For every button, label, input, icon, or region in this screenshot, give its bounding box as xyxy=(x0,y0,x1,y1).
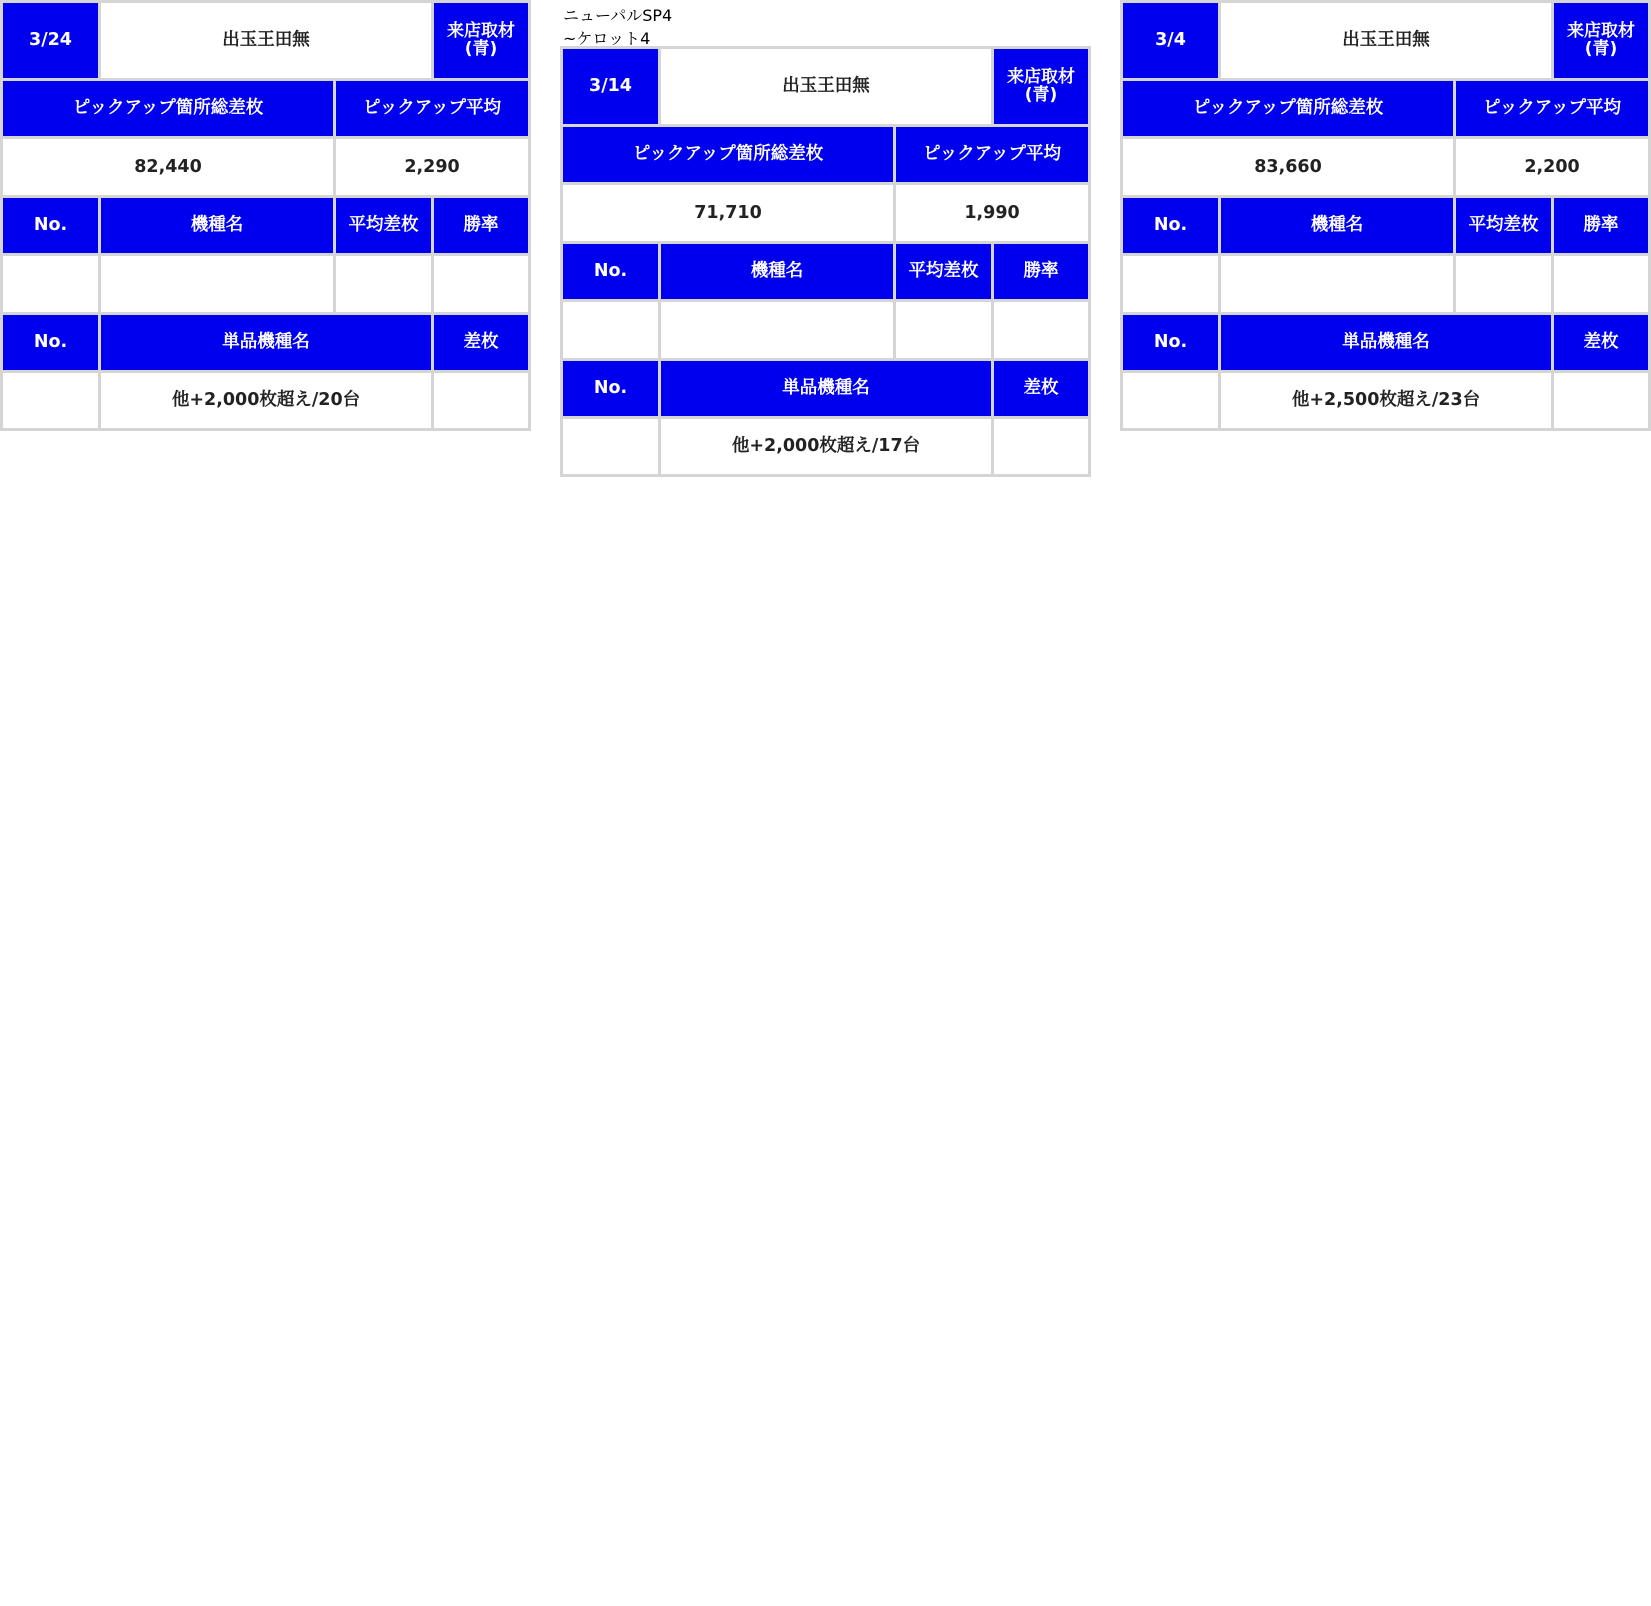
no-header: No. xyxy=(3,198,98,253)
spacer-row xyxy=(563,302,1088,357)
other-summary: 他+2,000枚超え/20台 xyxy=(101,373,431,428)
pickup-total-value: 82,440 xyxy=(3,139,333,194)
date-cell: 3/4 xyxy=(1123,3,1218,78)
shuzai-cell xyxy=(1554,3,1648,78)
kishu-header: 機種名 xyxy=(1221,198,1453,253)
date-cell: 3/24 xyxy=(3,3,98,78)
no-header: No. xyxy=(1123,315,1218,370)
pickup-avg-value: 1,990 xyxy=(896,185,1088,240)
kishu-header: 機種名 xyxy=(661,244,893,299)
samai-header: 差枚 xyxy=(1554,315,1648,370)
no-header: No. xyxy=(3,315,98,370)
pickup-total-header: ピックアップ箇所総差枚 xyxy=(3,81,333,136)
pickup-total-value: 71,710 xyxy=(563,185,893,240)
shuzai-line1: 来店取材 xyxy=(1567,20,1635,41)
tanpin-header: 単品機種名 xyxy=(1221,315,1551,370)
no-header: No. xyxy=(1123,198,1218,253)
no-header: No. xyxy=(563,244,658,299)
summary-value-row xyxy=(3,139,528,194)
summary-value-row xyxy=(1123,139,1648,194)
shuzai-line2: (青) xyxy=(1584,38,1618,59)
pickup-avg-header: ピックアップ平均 xyxy=(1456,81,1648,136)
shuzai-line2: (青) xyxy=(464,38,498,59)
pickup-total-header: ピックアップ箇所総差枚 xyxy=(1123,81,1453,136)
shuzai-line1: 来店取材 xyxy=(447,20,515,41)
kishu-header: 機種名 xyxy=(101,198,333,253)
samai-header: 差枚 xyxy=(994,361,1088,416)
report-table xyxy=(0,0,531,431)
report-table xyxy=(1120,0,1651,431)
shuzai-line2: (青) xyxy=(1024,84,1058,105)
samai-header: 差枚 xyxy=(434,315,528,370)
other-row xyxy=(563,419,1088,474)
panel-3-14 xyxy=(563,3,1088,477)
summary-header-row xyxy=(563,127,1088,182)
pickup-total-header: ピックアップ箇所総差枚 xyxy=(563,127,893,182)
avg-samai-header: 平均差枚 xyxy=(336,198,431,253)
store-title: 出玉王田無 xyxy=(661,49,991,124)
title-row xyxy=(3,3,528,78)
title-row xyxy=(563,49,1088,124)
panel-3-4 xyxy=(1123,3,1648,431)
summary-value-row xyxy=(563,185,1088,240)
shuzai-cell xyxy=(994,49,1088,124)
other-summary: 他+2,500枚超え/23台 xyxy=(1221,373,1551,428)
pickup-avg-header: ピックアップ平均 xyxy=(336,81,528,136)
pickup-avg-value: 2,290 xyxy=(336,139,528,194)
report-table xyxy=(560,46,1091,477)
tanpin-header: 単品機種名 xyxy=(101,315,431,370)
store-title: 出玉王田無 xyxy=(1221,3,1551,78)
spacer-row xyxy=(1123,256,1648,311)
shuzai-cell xyxy=(434,3,528,78)
win-rate-header: 勝率 xyxy=(994,244,1088,299)
spacer-row xyxy=(3,256,528,311)
pickup-name-line1: ニューパルSP4 xyxy=(563,6,673,25)
summary-header-row xyxy=(1123,81,1648,136)
pickup-header-row xyxy=(3,198,528,253)
store-title: 出玉王田無 xyxy=(101,3,431,78)
avg-samai-header: 平均差枚 xyxy=(1456,198,1551,253)
avg-samai-header: 平均差枚 xyxy=(896,244,991,299)
other-summary: 他+2,000枚超え/17台 xyxy=(661,419,991,474)
pickup-name-line2: ~ケロット4 xyxy=(563,29,651,48)
single-header-row xyxy=(3,315,528,370)
win-rate-header: 勝率 xyxy=(1554,198,1648,253)
title-row xyxy=(1123,3,1648,78)
pickup-total-value: 83,660 xyxy=(1123,139,1453,194)
other-row xyxy=(3,373,528,428)
panel-3-24 xyxy=(3,3,528,431)
tanpin-header: 単品機種名 xyxy=(661,361,991,416)
shuzai-line1: 来店取材 xyxy=(1007,66,1075,87)
date-cell: 3/14 xyxy=(563,49,658,124)
pickup-header-row xyxy=(563,244,1088,299)
other-row xyxy=(1123,373,1648,428)
single-header-row xyxy=(563,361,1088,416)
single-header-row xyxy=(1123,315,1648,370)
win-rate-header: 勝率 xyxy=(434,198,528,253)
no-header: No. xyxy=(563,361,658,416)
summary-header-row xyxy=(3,81,528,136)
pickup-avg-value: 2,200 xyxy=(1456,139,1648,194)
pickup-avg-header: ピックアップ平均 xyxy=(896,127,1088,182)
pickup-header-row xyxy=(1123,198,1648,253)
